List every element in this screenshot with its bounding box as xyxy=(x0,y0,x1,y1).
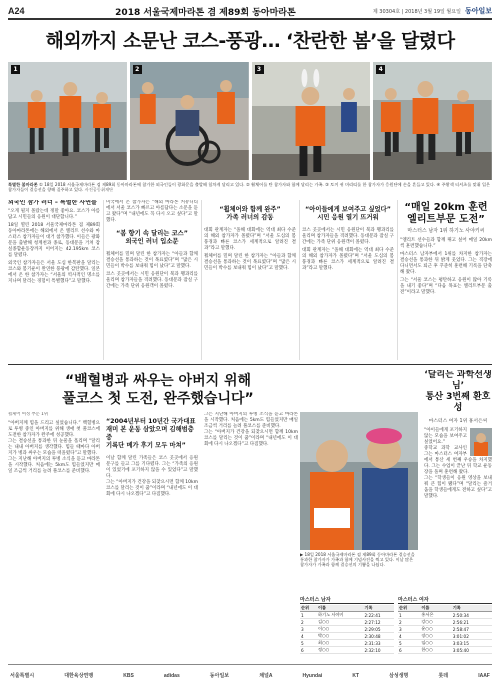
name-cell: 홍서은 xyxy=(420,612,451,619)
photo-number: 2 xyxy=(133,65,142,74)
paragraph: 휠체어를 밀며 달린 한 참가자는 “아들과 함께 결승선을 통과하는 것이 목표였다”며 “많은 시민들이 박수를 보내줘 힘이 났다”고 말했다. xyxy=(106,252,198,269)
time-cell: 3:01:02 xyxy=(452,633,492,640)
rank-cell: 6 xyxy=(398,647,420,654)
paragraph: 대회 관계자는 “올해 대회에는 역대 최다 수준의 해외 참가자가 몰렸다”며 “서울 도심의 봄 풍경과 빠른 코스가 세계적으로 알려진 결과”라고 말했다. xyxy=(204,228,296,251)
results-women xyxy=(398,596,492,654)
name-cell: 이○○ xyxy=(317,626,363,633)
rank-cell: 6 xyxy=(300,647,317,654)
photo-3 xyxy=(252,62,371,180)
paragraph: 그는 “학생들이 응원 영상을 보내줘 큰 힘이 됐다”며 “달리는 즐거움을 학생들에게도 전하고 싶다”고 말했다. xyxy=(424,476,492,499)
name-cell: 박○○ xyxy=(317,633,363,640)
story-1-subhead-2: “휠체어와 함께 완주” 가족 러너의 감동 xyxy=(219,206,281,221)
sponsor-logo: 동아일보 xyxy=(209,673,230,679)
wheelchair-photo xyxy=(130,62,249,180)
rank-cell: 3 xyxy=(300,626,317,633)
photo-4 xyxy=(373,62,492,180)
name-cell: 강○○ xyxy=(420,619,451,626)
rank-cell: 3 xyxy=(398,626,420,633)
paragraph: 미국에서 온 참가자는 “해외 마라톤 커뮤니티에서 서울 코스가 빠르고 아름답다는 소문을 듣고 왔다”며 “내년에도 꼭 다시 오고 싶다”고 말했다. xyxy=(106,200,198,223)
table-row xyxy=(300,640,394,647)
column-header: 순위 xyxy=(300,605,317,612)
sponsor-strip xyxy=(8,664,492,686)
column-header: 이름 xyxy=(420,605,451,612)
rank-cell: 4 xyxy=(300,633,317,640)
results-men-title: 마스터스 남자 xyxy=(300,596,394,604)
sponsor-logo: adidas xyxy=(163,672,180,679)
column-header: 기록 xyxy=(452,605,492,612)
caption-label: 특별한 봄마라톤 xyxy=(8,182,38,187)
column-header: 이름 xyxy=(317,605,363,612)
finish-line-photo xyxy=(300,412,418,550)
runners-photo-1 xyxy=(8,62,127,180)
paragraph: 그는 지난해 아버지의 투병 소식을 듣고 마라톤을 시작했다. 처음에는 5km도 힘들었지만 매일 조금씩 거리를 늘려 풀코스를 준비했다. xyxy=(8,457,100,474)
paragraph: 18일 열린 2018 서울국제마라톤 겸 제89회 동아마라톤에는 해외에서 온 엘리트 선수와 마스터스 참가자들이 대거 참가했다. 이들은 광화문을 출발해 청계천과 종로, 동대문을 거쳐 잠실종합운동장까지 이어지는 42.195km 코스를 달렸다. xyxy=(8,223,100,258)
sponsor-logo: 채널A xyxy=(259,673,273,679)
sponsor-logo: 대한육상연맹 xyxy=(64,673,94,679)
results-women-title: 마스터스 여자 xyxy=(398,596,492,604)
side-box-2 xyxy=(424,370,492,592)
story-1-subhead-3: “아이들에게 보여주고 싶었다” 시민 응원 열기 뜨거워 xyxy=(305,206,391,221)
page-number: A24 xyxy=(8,6,25,16)
side-box-1 xyxy=(400,200,492,360)
story-2-column-3 xyxy=(204,412,298,622)
story-2-headline-line-1: “백혈병과 싸우는 아버지 위해 xyxy=(64,373,252,389)
side-box-1-sub: 마스터스 남자 1위 하기노 사야키씨 xyxy=(407,228,485,234)
time-cell: 3:05:40 xyxy=(452,647,492,654)
name-cell: 김○○ xyxy=(317,619,363,626)
rank-cell: 5 xyxy=(300,640,317,647)
time-cell: 2:29:05 xyxy=(363,626,394,633)
column-header: 순위 xyxy=(398,605,420,612)
story-1-column-3 xyxy=(204,200,296,360)
portrait-photo xyxy=(470,428,492,456)
column-header: 기록 xyxy=(363,605,394,612)
name-cell: 하기노 사야키 xyxy=(317,612,363,619)
rank-cell: 4 xyxy=(398,633,420,640)
sponsor-logo: 삼성생명 xyxy=(389,673,409,679)
paragraph: “오게 될지 몰랐는데 정말 좋아요. 코스가 아름답고 시민들의 응원이 대단합니다.” xyxy=(8,209,100,220)
time-cell: 2:30:48 xyxy=(363,633,394,640)
photo-strip xyxy=(8,62,492,180)
column-divider xyxy=(103,200,104,360)
finish-line-caption: ▶ 18일 2018 서울국제마라톤 겸 제89회 동아마라톤 결승선을 통과한 참가자가 가족과 함께 기념사진을 찍고 있다. 이날 많은 참가자가 가족과 함께 결승선의 기쁨을 나눴다. xyxy=(300,552,415,568)
name-cell: 정○○ xyxy=(317,647,363,654)
paragraph: “엘리트 선수들과 함께 뛰고 싶어 매일 20km씩 훈련했습니다.” xyxy=(400,238,492,249)
time-cell: 3:03:15 xyxy=(452,640,492,647)
sponsor-logo: KBS xyxy=(123,672,134,679)
paragraph: 마스터스 남자부에서 1위를 차지한 참가자는 결승선을 통과한 뒤 밝게 웃었다. 그는 직장에 다니면서도 퇴근 후 꾸준히 훈련해 기록을 단축해 왔다. xyxy=(400,252,492,275)
table-row xyxy=(300,633,394,640)
table-row xyxy=(398,640,492,647)
photo-caption xyxy=(8,182,492,196)
column-divider xyxy=(201,200,202,360)
sponsor-logo: 롯데 xyxy=(438,673,449,679)
story-2-byline: 휠체어 여성 부문 1위 xyxy=(8,412,49,417)
time-cell: 2:31:33 xyxy=(363,640,394,647)
paragraph: 그는 “서울 코스는 평탄하고 응원이 많아 기록을 내기 좋다”며 “다음 목표는 엘리트부문 출전”이라고 말했다. xyxy=(400,278,492,295)
paragraph: 그는 “아버지가 건강을 되찾으시면 함께 10km 코스를 달리는 것이 꿈”이라며 “내년에도 이 대회에 다시 나오겠다”고 다짐했다. xyxy=(106,480,198,497)
results-tables xyxy=(300,596,492,660)
time-cell: 2:56:21 xyxy=(452,619,492,626)
side-box-2-sub: 마스터스 여자 1위 홍서은씨 xyxy=(428,419,488,424)
table-row xyxy=(398,612,492,619)
results-women-table xyxy=(398,605,492,654)
side-box-2-headline: ‘달리는 과학선생님’ 통산 3번째 환호성 xyxy=(424,370,492,413)
paragraph: 중학교 과학 교사인 그는 마스터스 여자부에서 통산 세 번째 우승을 차지했다. 그는 수업이 끝난 뒤 학교 운동장을 돌며 훈련해 왔다. xyxy=(424,446,492,475)
photo-number: 1 xyxy=(11,65,20,74)
rank-cell: 5 xyxy=(398,640,420,647)
sponsor-logo: Hyundai xyxy=(302,672,323,679)
page-header xyxy=(8,4,492,20)
story-2-headline xyxy=(8,372,308,408)
time-cell: 2:22:41 xyxy=(363,612,394,619)
paragraph: 휠체어를 밀며 달린 한 참가자는 “아들과 함께 결승선을 통과하는 것이 목표였다”며 “많은 시민들이 박수를 보내줘 힘이 났다”고 말했다. xyxy=(204,254,296,271)
caption-credit: 사진공동취재단 xyxy=(84,187,114,192)
sponsor-logo: 서울특별시 xyxy=(10,673,35,679)
finish-line-family-photo xyxy=(300,412,418,550)
time-cell: 2:50:34 xyxy=(452,612,492,619)
rank-cell: 2 xyxy=(300,619,317,626)
results-men-table xyxy=(300,605,394,654)
paragraph: 코스 곳곳에서는 시민 응원단이 북과 꽹과리를 울리며 참가자들을 격려했다. 동대문과 잠실 구간에는 가족 단위 응원객이 몰렸다. xyxy=(106,272,198,289)
story-2-column-1 xyxy=(8,412,100,622)
photo-2 xyxy=(130,62,249,180)
column-divider xyxy=(397,200,398,360)
paragraph: “아버지께 힘을 드리고 싶었습니다.” 백혈병으로 투병 중인 아버지를 위해 생애 첫 풀코스에 도전한 참가자가 완주에 성공했다. xyxy=(8,421,100,438)
paragraph: 그는 결승선을 통과한 뒤 눈물을 흘리며 “달리는 내내 아버지를 생각했다. 힘들 때마다 아버지가 병과 싸우는 모습을 떠올렸다”고 말했다. xyxy=(8,439,100,456)
rank-cell: 1 xyxy=(300,612,317,619)
paragraph: 코스 곳곳에서는 시민 응원단이 북과 꽹과리를 울리며 참가자들을 격려했다. 동대문과 잠실 구간에는 가족 단위 응원객이 몰렸다. xyxy=(302,228,394,245)
story-1-column-1 xyxy=(8,200,100,360)
section-title: 2018 서울국제마라톤 겸 제89회 동아마라톤 xyxy=(115,7,296,18)
story-1-column-2 xyxy=(106,200,198,360)
name-cell: 한○○ xyxy=(420,647,451,654)
results-men xyxy=(300,596,394,654)
sponsor-logo: KT xyxy=(352,672,359,679)
story-2-column-2 xyxy=(106,412,198,622)
paragraph: 이날 함께 달린 가족들은 코스 곳곳에서 응원 문구를 들고 그를 기다렸다. 그는 “가족의 응원이 있었기에 포기하지 않을 수 있었다”고 말했다. xyxy=(106,456,198,479)
name-cell: 장○○ xyxy=(420,633,451,640)
photo-number: 4 xyxy=(376,65,385,74)
name-cell: 윤○○ xyxy=(420,626,451,633)
paragraph: 그는 지난해 아버지의 투병 소식을 듣고 마라톤을 시작했다. 처음에는 5km도 힘들었지만 매일 조금씩 거리를 늘려 풀코스를 준비했다. xyxy=(204,412,298,429)
caption-text: ① 18일 2018 서울국제마라톤 겸 제89회 동아마라톤에 참가한 외국인들이 광화문을 출발해 힘차게 달리고 있다. ② 휠체어를 탄 참가자와 함께 달리는 가족. ③ 토끼 귀 머리띠를 한 참가자가 응원단에 손을 흔들고 있다. ④ 주황색 티셔츠를 맞춰 입은 참가자들이 결승선을 향해 질주하고 있다. xyxy=(8,182,491,192)
side-box-2-text xyxy=(424,428,492,500)
bunny-ears-runner-photo xyxy=(252,62,371,180)
column-divider xyxy=(299,200,300,360)
section-divider xyxy=(8,364,492,365)
story-1-column-4 xyxy=(302,200,394,360)
rank-cell: 2 xyxy=(398,619,420,626)
paragraph: 외국인 참가자들은 서울 도심 한복판을 달리는 코스와 봄기운이 완연한 풍광에 감탄했다. 일본에서 온 한 참가자는 “서울의 역사적인 명소를 지나며 달리는 경험이 특별했다”고 말했다. xyxy=(8,261,100,284)
table-row xyxy=(398,619,492,626)
issue-date: 제 30304호 | 2018년 3월 19일 월요일 xyxy=(372,8,461,15)
rank-cell: 1 xyxy=(398,612,420,619)
main-headline: 해외까지 소문난 코스-풍광… ‘찬란한 봄’을 달렸다 xyxy=(45,30,455,52)
time-cell: 2:32:10 xyxy=(363,647,394,654)
story-1-subhead-1: “봄 향기 속 달리는 코스” 외국인 러너 입소문 xyxy=(116,230,188,245)
table-row xyxy=(300,612,394,619)
newspaper-masthead: 동아일보 xyxy=(464,7,492,15)
story-2-headline-line-2: 풀코스 첫 도전, 완주했습니다” xyxy=(62,391,254,407)
sponsor-logo: IAAF xyxy=(478,672,490,679)
time-cell: 2:58:47 xyxy=(452,626,492,633)
story-2-body xyxy=(8,412,298,622)
name-cell: 최○○ xyxy=(317,640,363,647)
orange-shirt-runners-photo xyxy=(373,62,492,180)
paragraph: 대회 관계자는 “올해 대회에는 역대 최다 수준의 해외 참가자가 몰렸다”며 “서울 도심의 봄 풍경과 빠른 코스가 세계적으로 알려진 결과”라고 말했다. xyxy=(302,248,394,271)
table-row xyxy=(398,647,492,654)
story-1 xyxy=(8,200,492,360)
table-row xyxy=(300,619,394,626)
paragraph: “아이들에게 포기하지 않는 모습을 보여주고 싶었어요.” xyxy=(424,428,467,445)
time-cell: 2:27:12 xyxy=(363,619,394,626)
story-2-subhead: “2004년부터 10년간 국가대표 재미 본 운동 삼았으며 김해범층 중 기록단 메가 후기 모두 마쳐” xyxy=(106,418,196,449)
name-cell: 임○○ xyxy=(420,640,451,647)
table-row xyxy=(398,633,492,640)
photo-number: 3 xyxy=(255,65,264,74)
table-row xyxy=(300,626,394,633)
story-1-kicker: 외국인 참가 러너 – 특별한 사연들 xyxy=(8,200,97,206)
table-row xyxy=(300,647,394,654)
photo-1 xyxy=(8,62,127,180)
table-row xyxy=(398,626,492,633)
paragraph: 그는 “아버지가 건강을 되찾으시면 함께 10km 코스를 달리는 것이 꿈”이라며 “내년에도 이 대회에 다시 나오겠다”고 다짐했다. xyxy=(204,430,298,447)
side-box-1-headline: “매일 20km 훈련 엘리트부문 도전” xyxy=(404,202,488,225)
